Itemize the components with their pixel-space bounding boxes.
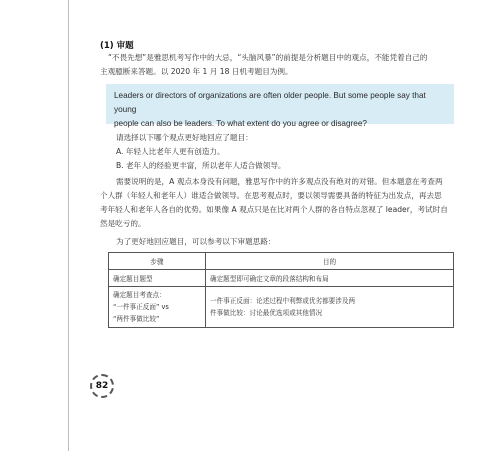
explanation-line-3: 考年轻人和老年人各自的优势。如果像 A 观点只是在比对两个人群的各自特点忽视了 leader，考试时自 (100, 205, 448, 214)
steps-table (108, 252, 454, 328)
explanation-line-1: 需要说明的是，A 观点本身没有问题，雅思写作中的许多观点没有绝对的对错。但本题意在考查两 (116, 177, 443, 186)
section-title: (1) 审题 (100, 41, 134, 51)
table-intro: 为了更好地回应题目，可以参考以下审题思路： (116, 237, 276, 246)
essay-prompt-line-2: people can also be leaders. To what extent do you agree or disagree? (114, 119, 367, 128)
table-row (109, 287, 454, 328)
page-number-badge (90, 374, 114, 398)
table-cell-step: 确定题目题型 (109, 270, 206, 287)
page-number: 82 (95, 381, 109, 391)
explanation-line-4: 然是吃亏的。 (100, 219, 146, 228)
intro-line-1: “不畏先想”是雅思机考写作中的大忌，“头脑风暴”的前提是分析题目中的观点，不能凭着自己的 (108, 53, 428, 62)
step-line: “两件事做比较” (113, 315, 160, 323)
intro-line-2: 主观臆断来答题。以 2020 年 1 月 18 日机考题目为例。 (100, 67, 293, 76)
option-b: B. 老年人的经验更丰富，所以老年人适合做领导。 (116, 161, 286, 170)
table-header-purpose: 目的 (206, 253, 454, 270)
table-header-step: 步骤 (109, 253, 206, 270)
essay-prompt-box (106, 84, 454, 128)
purpose-line: 件事做比较：讨论最优选项或其他情况 (210, 309, 323, 317)
step-line: “一件事正反面” vs (113, 303, 169, 311)
table-cell-step (109, 287, 206, 328)
table-header-row (109, 253, 454, 270)
option-a: A. 年轻人比老年人更有创造力。 (116, 147, 225, 156)
margin-rule (68, 0, 69, 451)
question-lead: 请选择以下哪个观点更好地回应了题目： (116, 133, 253, 142)
table-row (109, 270, 454, 287)
explanation-line-2: 个人群（年轻人和老年人）谁适合做领导。在思考观点时，要以领导需要具备的特征为出发点，再去思 (100, 191, 442, 200)
step-line: 确定题目考查点： (113, 291, 166, 299)
table-cell-purpose: 确定题型即可确定文章的段落结构和布局 (206, 270, 454, 287)
table-cell-purpose (206, 287, 454, 328)
essay-prompt-line-1: Leaders or directors of organizations are often older people. But some people say that young (114, 91, 426, 114)
purpose-line: 一件事正反面：论述过程中利弊或优劣都要涉及两 (210, 297, 356, 305)
